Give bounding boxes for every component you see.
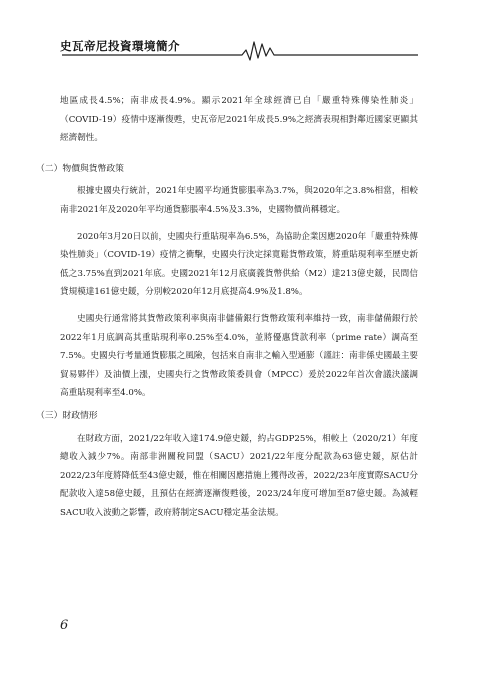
paragraph-inflation: 根據史國央行統計，2021年史國平均通貨膨脹率為3.7%，與2020年之3.8%相當，相較南非2021年及2020年平均通貨膨脹率4.5%及3.3%，史國物價尚稱穩定。	[60, 186, 418, 215]
page-number: 6	[60, 618, 69, 633]
section-heading-fiscal: （三）財政情形	[36, 410, 98, 421]
paragraph-economic-growth: 地區成長4.5%；南非成長4.9%。顯示2021年全球經濟已自「嚴重特殊傳染性肺炎」（COVID-19）疫情中逐漸復甦，史瓦帝尼2021年成長5.9%之經濟表現相對鄰近國家更顯其經濟韌性。	[60, 96, 418, 144]
section-heading-prices-monetary: （二）物價與貨幣政策	[36, 163, 124, 174]
header-title: 史瓦帝尼投資環境簡介	[60, 39, 180, 53]
paragraph-discount-rate: 2020年3月20日以前，史國央行重貼現率為6.5%，為協助企業因應2020年「嚴重特殊傳染性肺炎」（COVID-19）疫情之衝擊，史國央行決定採寬鬆貨幣政策，將重貼現利率至歷史新低之3.75%直到2021年底。史國2021年12月底廣義貨幣供給（M2）達213億史鍰，民間信貸規模達161億史鍰，分別較2020年12月底提高4.9%及1.8%。	[60, 231, 418, 298]
paragraph-fiscal: 在財政方面，2021/22年收入達174.9億史鍰，約占GDP25%，相較上（2020/21）年度總收入減少7%。南部非洲關稅同盟（SACU）2021/22年度分配款為63億史鍰，原估計2022/23年度將降低至43億史鍰，惟在相關因應措施上獲得改善，2022/23年度實際SACU分配款收入達58億史鍰，且預估在經濟逐漸復甦後，2023/24年度可增加至87億史鍰。為減輕SACU收入波動之影響，政府將制定SACU穩定基金法規。	[60, 433, 418, 518]
page-content	[36, 92, 418, 522]
page-header	[60, 34, 420, 62]
paragraph-monetary-policy: 史國央行通常將其貨幣政策利率與南非儲備銀行貨幣政策利率維持一致，南非儲備銀行於2022年1月底調高其重貼現利率0.25%至4.0%，並將優惠貸款利率（prime rate）調高至7.5%。史國央行考量通貨膨脹之風險，包括來自南非之輸入型通膨（謹註：南非係史國最主要貿易夥伴）及油價上漲，史國央行之貨幣政策委員會（MPCC）爰於2022年首次會議決議調高重貼現利率至4.0%。	[60, 313, 418, 399]
